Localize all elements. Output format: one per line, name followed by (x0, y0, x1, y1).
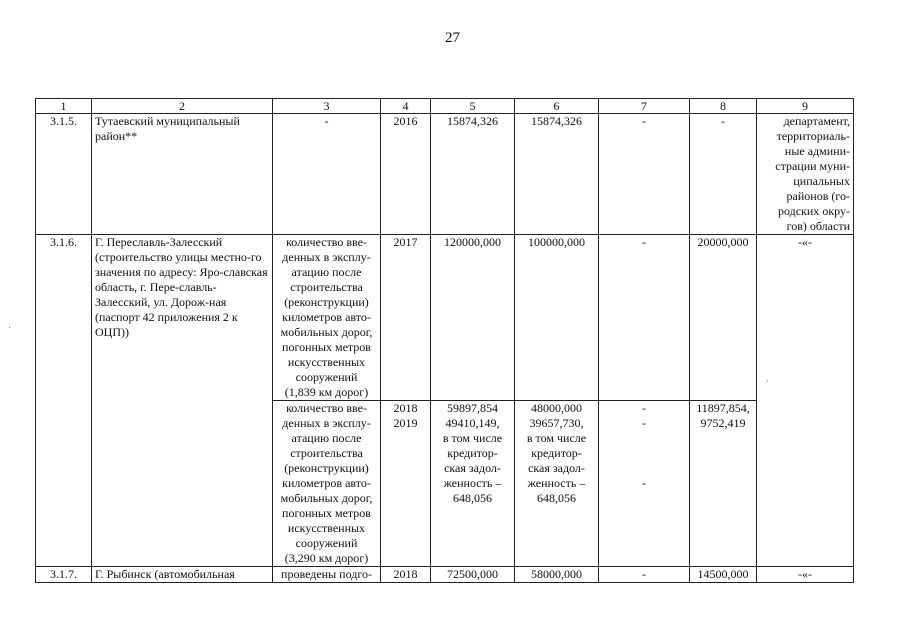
federal-amount: - (599, 567, 690, 583)
executor: -«- (757, 235, 854, 567)
federal-amount: - (599, 114, 690, 235)
local-amount: 11897,854, 9752,419 (690, 401, 757, 567)
indicator: - (273, 114, 381, 235)
year: 2018 (381, 567, 431, 583)
row-id: 3.1.5. (36, 114, 92, 235)
federal-amount: - - - (599, 401, 690, 567)
program-table (35, 98, 854, 583)
year: 2017 (381, 235, 431, 401)
indicator: проведены подго- (273, 567, 381, 583)
column-number: 5 (431, 99, 515, 114)
regional-amount: 48000,000 39657,730, в том числе кредитор- ская задол- женность – 648,056 (515, 401, 599, 567)
year: 2018 2019 (381, 401, 431, 567)
column-number: 3 (273, 99, 381, 114)
table-row (36, 235, 854, 401)
table-row (36, 114, 854, 235)
regional-amount: 58000,000 (515, 567, 599, 583)
measure-name: Тутаевский муниципальный район** (92, 114, 273, 235)
column-number: 2 (92, 99, 273, 114)
executor: департамент, территориаль- ные админи- страции муни- ципальных районов (го- родских окру- гов) области (757, 114, 854, 235)
measure-name: Г. Рыбинск (автомобильная (92, 567, 273, 583)
indicator: количество вве- денных в эксплу- атацию после строительства (реконструкции) километров авто- мобильных дорог, погонных метров искусственных сооружений (3,290 км дорог) (273, 401, 381, 567)
indicator: количество вве- денных в эксплу- атацию после строительства (реконструкции) километров авто- мобильных дорог, погонных метров искусственных сооружений (1,839 км дорог) (273, 235, 381, 401)
year: 2016 (381, 114, 431, 235)
column-number: 8 (690, 99, 757, 114)
row-id: 3.1.7. (36, 567, 92, 583)
scan-speck: · (8, 323, 12, 334)
total-amount: 120000,000 (431, 235, 515, 401)
local-amount: 14500,000 (690, 567, 757, 583)
regional-amount: 100000,000 (515, 235, 599, 401)
local-amount: 20000,000 (690, 235, 757, 401)
total-amount: 72500,000 (431, 567, 515, 583)
measure-name: Г. Переславль-Залесский (строительство улицы местно-го значения по адресу: Яро-славская область, г. Пере-славль-Залесский, ул. Дорож-ная (паспорт 42 приложения 2 к ОЦП)) (92, 235, 273, 567)
column-number-row (36, 99, 854, 114)
column-number: 9 (757, 99, 854, 114)
column-number: 4 (381, 99, 431, 114)
column-number: 6 (515, 99, 599, 114)
column-number: 1 (36, 99, 92, 114)
local-amount: - (690, 114, 757, 235)
table-row (36, 567, 854, 583)
executor: -«- (757, 567, 854, 583)
scan-speck: , (766, 373, 769, 384)
column-number: 7 (599, 99, 690, 114)
total-amount: 15874,326 (431, 114, 515, 235)
federal-amount: - (599, 235, 690, 401)
regional-amount: 15874,326 (515, 114, 599, 235)
row-id: 3.1.6. (36, 235, 92, 567)
total-amount: 59897,854 49410,149, в том числе кредитор- ская задол- женность – 648,056 (431, 401, 515, 567)
page-number: 27 (445, 30, 460, 46)
